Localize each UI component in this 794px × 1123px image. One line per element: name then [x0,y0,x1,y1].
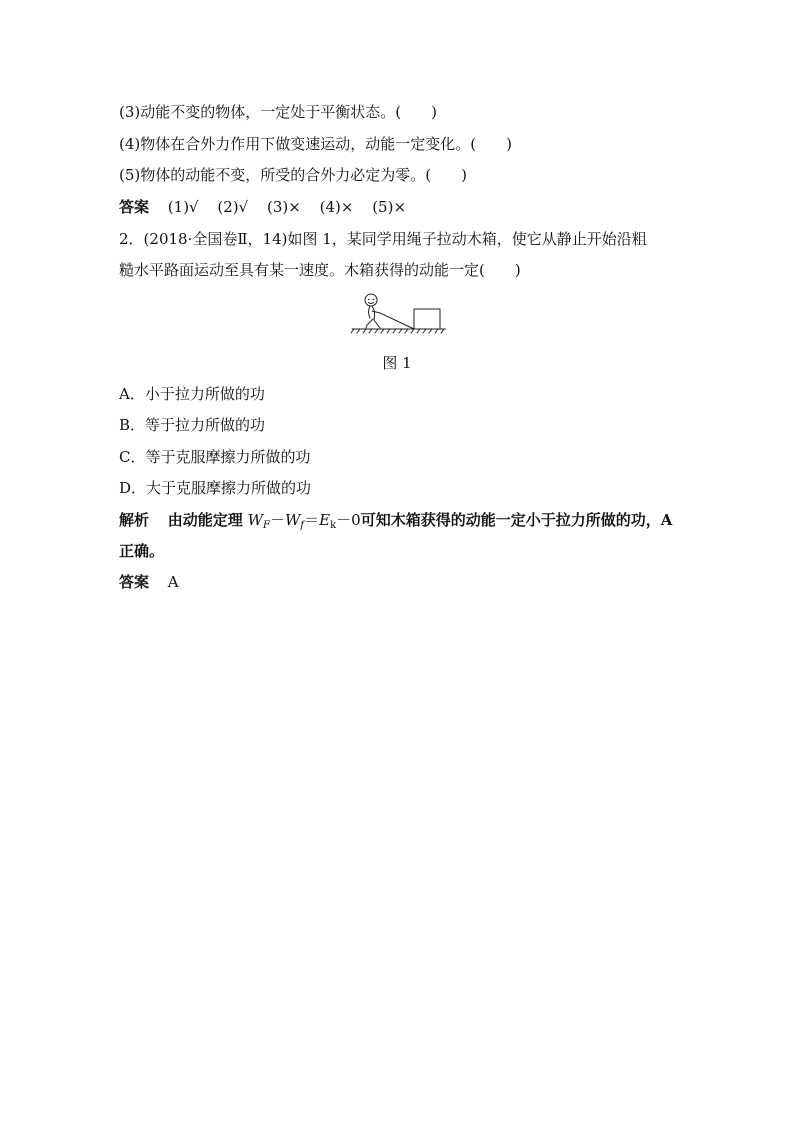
answer-value: A [167,573,179,591]
answer-item: (5)× [372,198,407,216]
question-2-line-1: 2．(2018·全国卷Ⅱ，14)如图 1，某同学用绳子拉动木箱，使它从静止开始沿粗 [119,230,647,248]
answer-item: (4)× [319,198,354,216]
analysis-intro: 由动能定理 [167,511,243,529]
person-legs [366,319,380,328]
person-arm [372,311,380,313]
figure-caption: 图 1 [382,354,412,372]
statement-5: (5)物体的动能不变，所受的合外力必定为零。( ) [119,166,467,184]
answer-label: 答案 [119,198,150,216]
question-2-line-2: 糙水平路面运动至具有某一速度。木箱获得的动能一定( ) [119,261,521,279]
kinetic-energy-symbol: E [319,511,331,529]
work-force-symbol: W [247,511,264,529]
statement-4: (4)物体在合外力作用下做变速运动，动能一定变化。( ) [119,135,512,153]
rope [380,313,414,329]
statement-3: (3)动能不变的物体，一定处于平衡状态。( ) [119,103,437,121]
answer-item: (1)√ [167,198,199,216]
person-head [365,294,377,306]
analysis-conclusion: 可知木箱获得的动能一定小于拉力所做的功，A [360,511,673,529]
option-a: A．小于拉力所做的功 [119,385,265,403]
answer-item: (2)√ [217,198,249,216]
answer-item: (3)× [266,198,301,216]
wooden-box [414,309,440,329]
option-d: D．大于克服摩擦力所做的功 [119,479,312,497]
answer-row-1 [119,197,406,217]
analysis-line-2: 正确。 [119,542,165,560]
analysis-line-1: 解析 由动能定理 $W_F-W_f=E_k-0$可知木箱获得的动能一定小于拉力所做的功，A [119,511,673,531]
answer-label: 答案 [119,573,150,591]
person-back [372,306,375,320]
ground-hatching [351,329,444,333]
option-c: C．等于克服摩擦力所做的功 [119,448,311,466]
analysis-label: 解析 [119,511,150,529]
person-front [369,306,371,318]
person-face [369,300,375,304]
figure-person-pulling-box [350,292,446,334]
option-b: B．等于拉力所做的功 [119,416,266,434]
answer-row-2 [119,572,179,592]
work-friction-symbol: W [284,511,301,529]
